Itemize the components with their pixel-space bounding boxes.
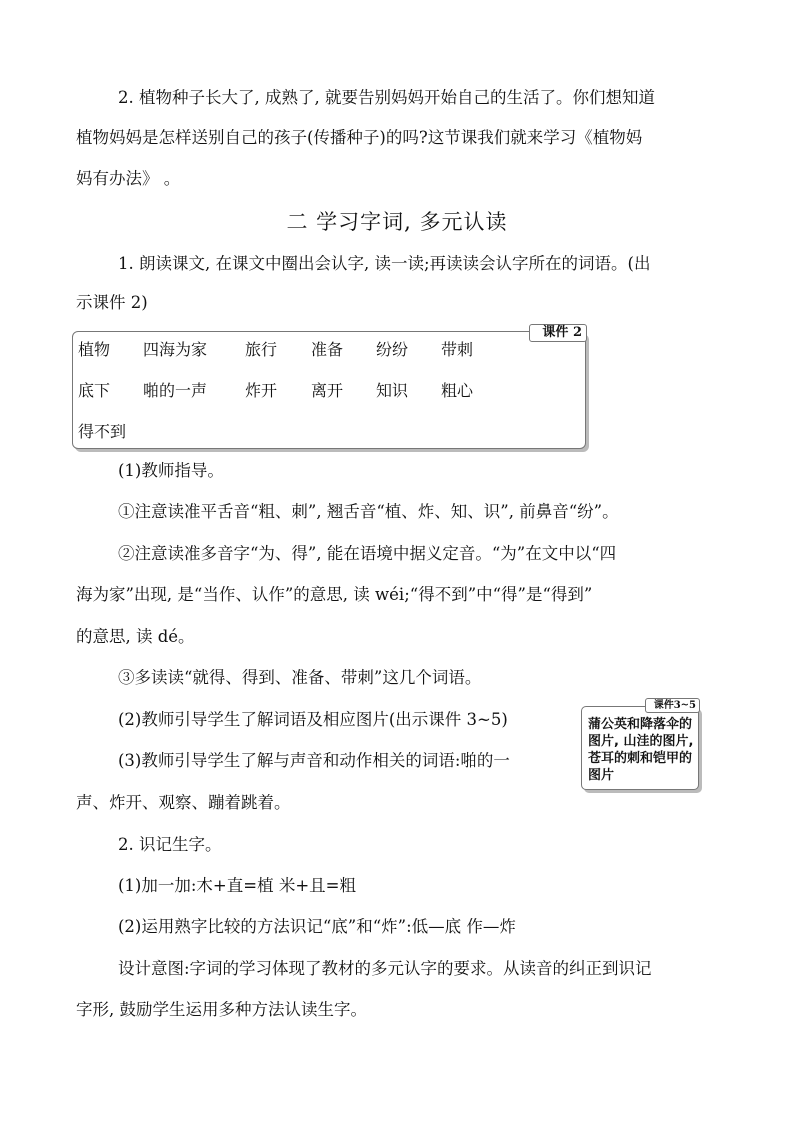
vocab-word: 离开 — [311, 381, 344, 400]
para-practice-words: ③多读读“就得、得到、准备、带刺”这几个词语。 — [118, 668, 482, 687]
section-title: 二 学习字词, 多元认读 — [286, 210, 508, 234]
para-intro-line1: 2. 植物种子长大了, 成熟了, 就要告别妈妈开始自己的生活了。你们想知道 — [118, 88, 655, 107]
vocab-word: 准备 — [311, 340, 344, 359]
vocab-word: 纷纷 — [376, 340, 409, 359]
para-polyphone-line2: 海为家”出现, 是“当作、认作”的意思, 读 wéi;“得不到”中“得”是“得到” — [76, 585, 593, 604]
vocab-word: 啪的一声 — [143, 381, 208, 400]
vocab-word: 带刺 — [441, 340, 474, 359]
para-intro-line2: 植物妈妈是怎样送别自己的孩子(传播种子)的吗?这节课我们就来学习《植物妈 — [76, 128, 643, 147]
vocab-word: 底下 — [78, 381, 111, 400]
para-sound-words-line2: 声、炸开、观察、蹦着跳着。 — [76, 793, 291, 812]
courseware-3-5-text: 蒲公英和降落伞的图片, 山洼的图片, 苍耳的刺和铠甲的图片 — [588, 717, 694, 783]
vocab-word: 四海为家 — [143, 340, 208, 359]
courseware-3-5-tag: 课件3~5 — [645, 698, 700, 713]
courseware-2-tag: 课件 2 — [529, 324, 587, 342]
para-intro-line3: 妈有办法》 。 — [76, 169, 181, 188]
para-add-method: (1)加一加:木+直=植 米+且=粗 — [118, 876, 356, 895]
para-read-line1: 1. 朗读课文, 在课文中圈出会认字, 读一读;再读读会认字所在的词语。(出 — [118, 254, 651, 273]
para-memorize: 2. 识记生字。 — [118, 835, 222, 854]
courseware-3-5-box — [581, 700, 699, 790]
para-teacher-guide: (1)教师指导。 — [118, 461, 224, 480]
para-polyphone-line3: 的意思, 读 dé。 — [76, 627, 195, 646]
para-compare-method: (2)运用熟字比较的方法识记“底”和“炸”:低—底 作—炸 — [118, 917, 516, 936]
vocab-word: 知识 — [376, 381, 409, 400]
vocab-word: 粗心 — [441, 381, 474, 400]
para-design-line2: 字形, 鼓励学生运用多种方法认读生字。 — [76, 1000, 367, 1019]
para-read-line2: 示课件 2) — [76, 293, 148, 312]
para-word-pictures: (2)教师引导学生了解词语及相应图片(出示课件 3~5) — [118, 710, 508, 729]
para-design-line1: 设计意图:字词的学习体现了教材的多元认字的要求。从读音的纠正到识记 — [118, 959, 652, 978]
para-polyphone-line1: ②注意读准多音字“为、得”, 能在语境中据义定音。“为”在文中以“四 — [118, 544, 617, 563]
courseware-2-box — [72, 325, 586, 449]
para-sound-words-line1: (3)教师引导学生了解与声音和动作相关的词语:啪的一 — [118, 751, 510, 770]
para-pronunciation: ①注意读准平舌音“粗、刺”, 翘舌音“植、炸、知、识”, 前鼻音“纷”。 — [118, 502, 619, 521]
vocab-word: 炸开 — [245, 381, 278, 400]
vocab-word: 旅行 — [245, 340, 278, 359]
vocab-word: 植物 — [78, 340, 111, 359]
vocab-word: 得不到 — [78, 422, 127, 441]
